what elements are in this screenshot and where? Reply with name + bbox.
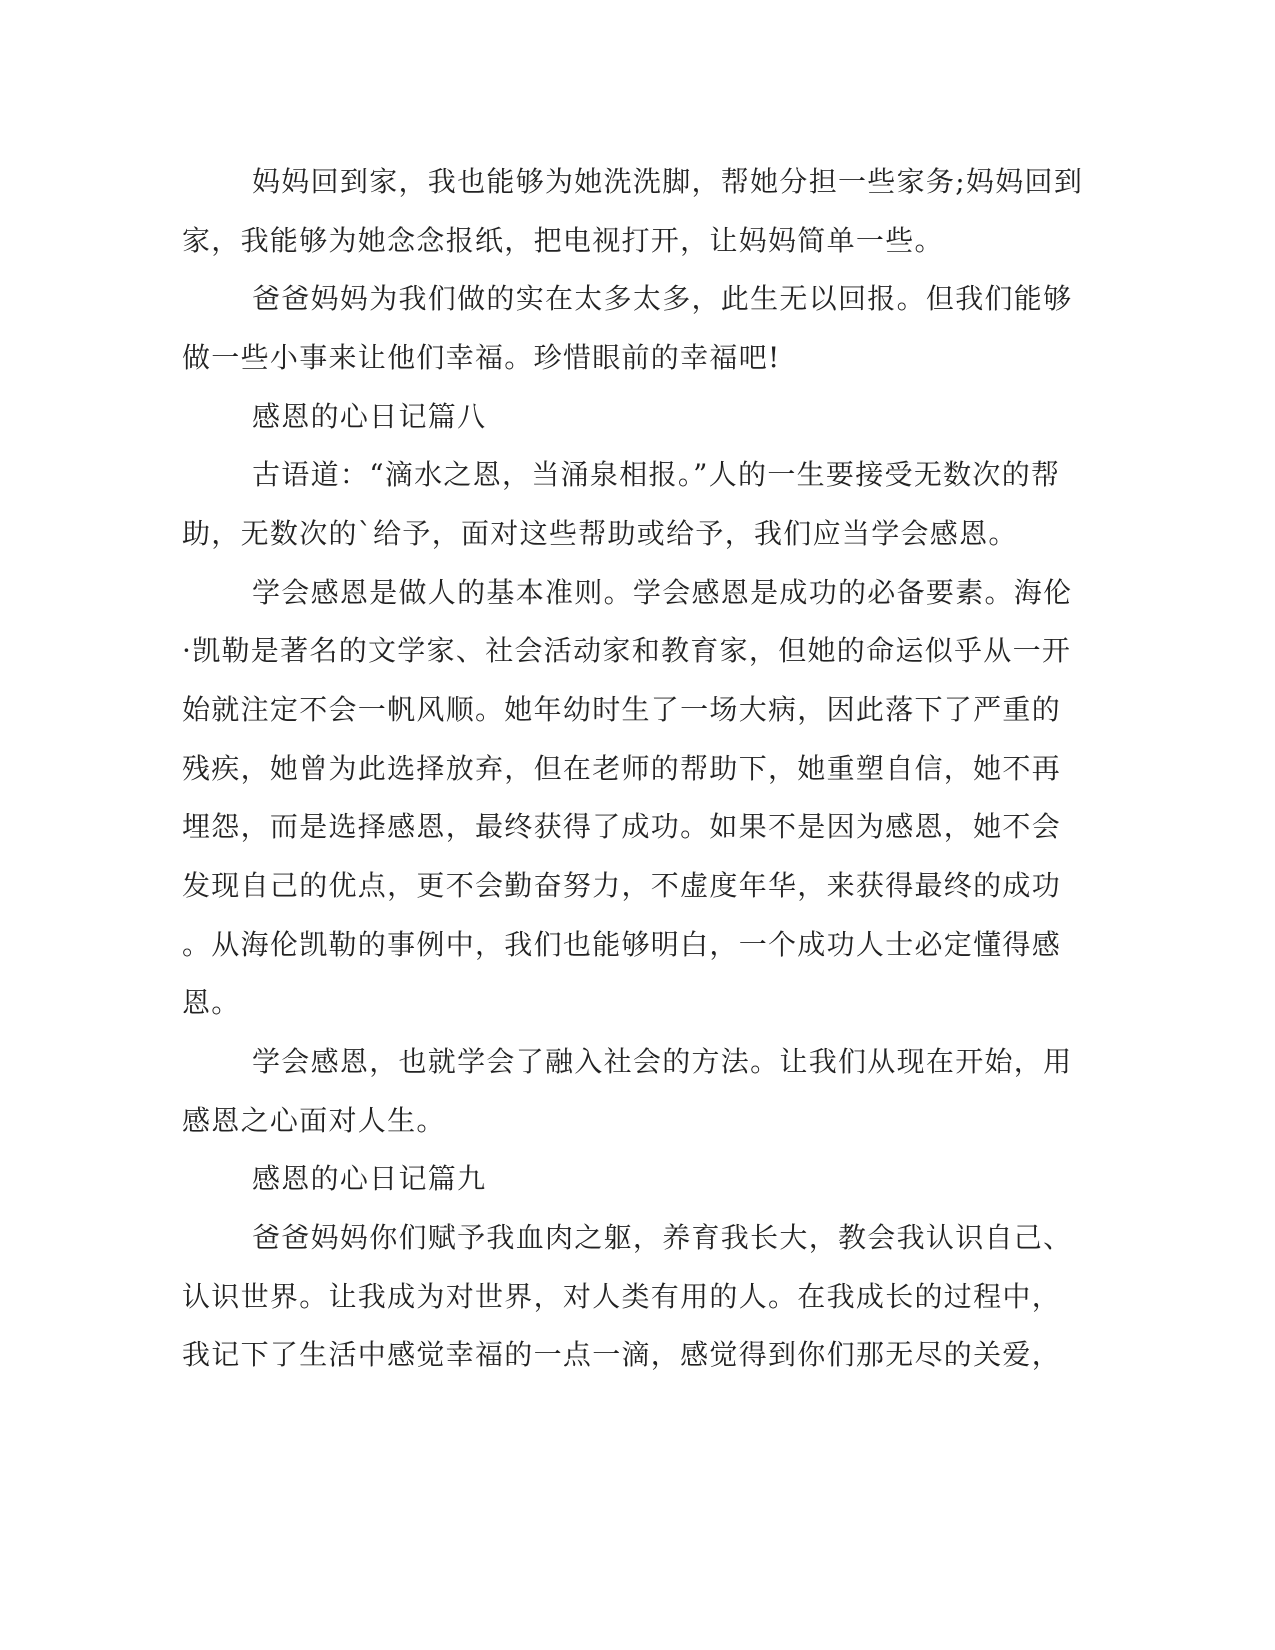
section-heading: 感恩的心日记篇九 xyxy=(252,1162,487,1195)
paragraph-line: 爸爸妈妈你们赋予我血肉之躯，养育我长大，教会我认识自己、 xyxy=(252,1221,1073,1254)
paragraph-line: 认识世界。让我成为对世界，对人类有用的人。在我成长的过程中， xyxy=(182,1280,1062,1313)
paragraph-line: 家，我能够为她念念报纸，把电视打开，让妈妈简单一些。 xyxy=(182,224,944,257)
paragraph-line: 埋怨，而是选择感恩，最终获得了成功。如果不是因为感恩，她不会 xyxy=(182,810,1062,843)
paragraph-line: 妈妈回到家，我也能够为她洗洗脚，帮她分担一些家务;妈妈回到 xyxy=(252,165,1084,198)
paragraph-line: 做一些小事来让他们幸福。珍惜眼前的幸福吧! xyxy=(182,341,781,374)
paragraph-line: ·凯勒是著名的文学家、社会活动家和教育家，但她的命运似乎从一开 xyxy=(182,634,1072,667)
paragraph-line: 古语道：“滴水之恩，当涌泉相报。”人的一生要接受无数次的帮 xyxy=(252,458,1061,491)
paragraph-line: 学会感恩是做人的基本准则。学会感恩是成功的必备要素。海伦 xyxy=(252,576,1073,609)
paragraph-line: 学会感恩，也就学会了融入社会的方法。让我们从现在开始，用 xyxy=(252,1045,1073,1078)
section-heading: 感恩的心日记篇八 xyxy=(252,400,487,433)
paragraph-line: 发现自己的优点，更不会勤奋努力，不虚度年华，来获得最终的成功 xyxy=(182,869,1062,902)
paragraph-line: 爸爸妈妈为我们做的实在太多太多，此生无以回报。但我们能够 xyxy=(252,282,1073,315)
paragraph-line: 我记下了生活中感觉幸福的一点一滴，感觉得到你们那无尽的关爱， xyxy=(182,1338,1062,1371)
paragraph-line: 始就注定不会一帆风顺。她年幼时生了一场大病，因此落下了严重的 xyxy=(182,693,1062,726)
paragraph-line: 。从海伦凯勒的事例中，我们也能够明白，一个成功人士必定懂得感 xyxy=(182,928,1062,961)
paragraph-line: 助，无数次的`给予，面对这些帮助或给予，我们应当学会感恩。 xyxy=(182,517,1018,550)
paragraph-line: 感恩之心面对人生。 xyxy=(182,1104,446,1137)
paragraph-line: 恩。 xyxy=(182,986,241,1019)
paragraph-line: 残疾，她曾为此选择放弃，但在老师的帮助下，她重塑自信，她不再 xyxy=(182,752,1062,785)
